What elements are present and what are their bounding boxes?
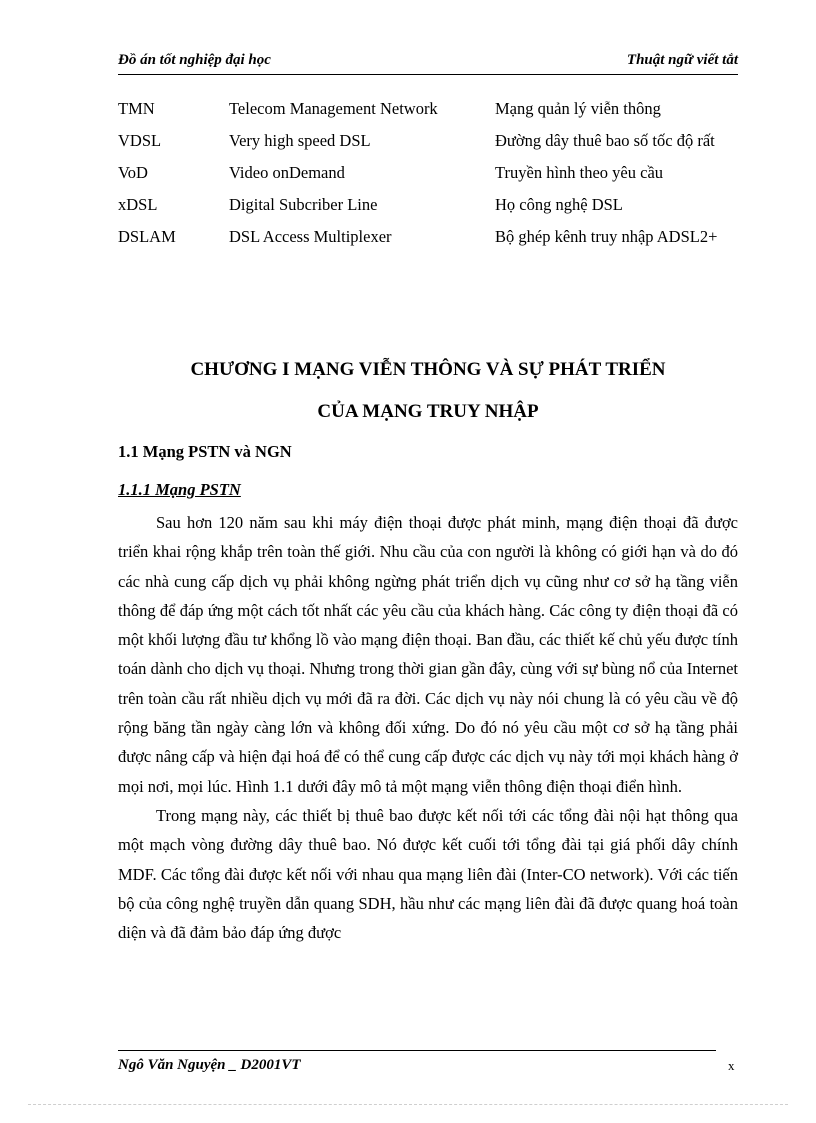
abbreviation-row: [118, 158, 738, 188]
chapter-title-line-1: CHƯƠNG I MẠNG VIỄN THÔNG VÀ SỰ PHÁT TRIỂN: [190, 359, 666, 380]
abbreviation-row: [118, 126, 738, 156]
page-header: [118, 52, 738, 75]
abbreviation-term: xDSL: [118, 195, 158, 214]
abbreviation-english: DSL Access Multiplexer: [229, 227, 392, 246]
abbreviation-term: VoD: [118, 163, 148, 182]
header-section-title: Thuật ngữ viết tắt: [626, 52, 738, 68]
abbreviation-english: Telecom Management Network: [229, 99, 438, 118]
page-number: x: [728, 1058, 735, 1073]
abbreviation-row: [118, 190, 738, 220]
abbreviation-term: DSLAM: [118, 227, 176, 246]
abbreviation-vietnamese: Họ công nghệ DSL: [495, 195, 623, 214]
chapter-title: [118, 349, 738, 433]
paragraph: Sau hơn 120 năm sau khi máy điện thoại được phát minh, mạng điện thoại đã được triển khai rộng khắp trên toàn thế giới. Nhu cầu của con người là không có giới hạn và do đó các nhà cung cấp dịch vụ phải không ngừng phát triển dịch vụ cũng như cơ sở hạ tầng viễn thông để đáp ứng một cách tốt nhất các yêu cầu của khách hàng. Các công ty điện thoại đã có một khối lượng đầu tư khổng lồ vào mạng điện thoại. Ban đầu, các thiết kế chủ yếu được tính toán dành cho dịch vụ thoại. Nhưng trong thời gian gần đây, cùng với sự bùng nổ của Internet trên toàn cầu rất nhiều dịch vụ mới đã ra đời. Các dịch vụ này nói chung là có yêu cầu về độ rộng băng tần ngày càng lớn và không đối xứng. Do đó nó yêu cầu một cơ sở hạ tầng phải được nâng cấp và hiện đại hoá để có thể cung cấp được các dịch vụ này tới mọi khách hàng ở mọi nơi, mọi lúc. Hình 1.1 dưới đây mô tả một mạng viễn thông điện thoại điển hình.: [118, 513, 738, 796]
abbreviation-table: [118, 94, 738, 254]
abbreviation-row: [118, 222, 738, 252]
body-text: [118, 508, 738, 947]
abbreviation-english: Digital Subcriber Line: [229, 195, 378, 214]
subsection-heading: 1.1.1 Mạng PSTN: [118, 480, 241, 499]
header-document-title: Đồ án tốt nghiệp đại học: [118, 52, 271, 68]
abbreviation-vietnamese: Mạng quản lý viễn thông: [495, 99, 661, 118]
paragraph: Trong mạng này, các thiết bị thuê bao được kết nối tới các tổng đài nội hạt thông qua một mạch vòng đường dây thuê bao. Nó được kết cuối tới tổng đài tại giá phối dây chính MDF. Các tổng đài được kết nối với nhau qua mạng liên đài (Inter-CO network). Với các tiến bộ của công nghệ truyền dẫn quang SDH, hầu như các mạng liên đài đã được quang hoá toàn diện và đã đảm bảo đáp ứng được: [118, 805, 738, 943]
abbreviation-vietnamese: Đường dây thuê bao số tốc độ rất: [495, 131, 715, 150]
chapter-title-line-2: CỦA MẠNG TRUY NHẬP: [317, 401, 539, 422]
abbreviation-vietnamese: Bộ ghép kênh truy nhập ADSL2+: [495, 227, 718, 246]
abbreviation-term: VDSL: [118, 131, 162, 150]
footer-author: Ngô Văn Nguyện _ D2001VT: [118, 1057, 301, 1073]
abbreviation-english: Video onDemand: [229, 163, 345, 182]
section-heading: 1.1 Mạng PSTN và NGN: [118, 442, 292, 461]
footer-divider: [118, 1050, 716, 1051]
abbreviation-english: Very high speed DSL: [229, 131, 371, 150]
abbreviation-row: [118, 94, 738, 124]
abbreviation-vietnamese: Truyền hình theo yêu cầu: [495, 163, 664, 182]
page-boundary: [28, 1104, 788, 1105]
abbreviation-term: TMN: [118, 99, 155, 118]
